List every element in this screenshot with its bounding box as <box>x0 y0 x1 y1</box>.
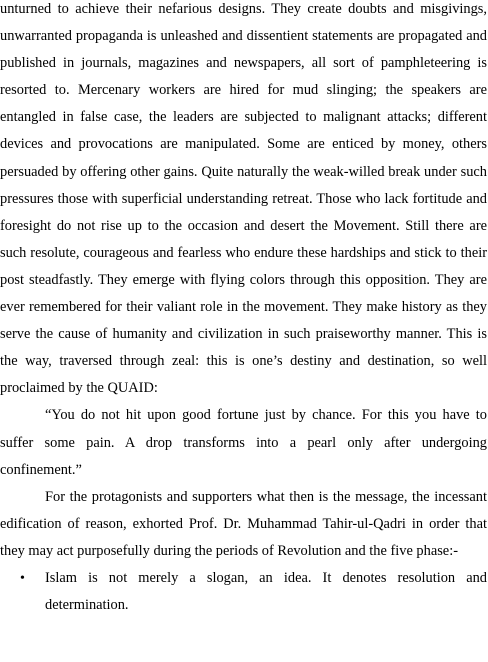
body-paragraph-3: For the protagonists and supporters what then is the message, the incessant edification of reason, exhorted Prof. Dr. Muhammad Tahir-ul-Qadri in order that they may act purposefully during the periods of Revolution and the five phase:- <box>0 488 487 559</box>
list-item <box>0 565 487 619</box>
bullet-text: Islam is not merely a slogan, an idea. It denotes resolution and determination. <box>45 569 487 614</box>
bullet-icon: • <box>20 570 25 586</box>
quote-paragraph: “You do not hit upon good fortune just by chance. For this you have to suffer some pain. A drop transforms into a pearl only after undergoing confinement.” <box>0 407 487 478</box>
bullet-list <box>0 565 487 619</box>
body-paragraph-1: unturned to achieve their nefarious designs. They create doubts and misgivings, unwarranted propaganda is unleashed and dissentient statements are propagated and published in journals, magazines and newspapers, all sort of pamphleteering is resorted to. Mercenary workers are hired for mud slinging; the speakers are entangled in false case, the leaders are subjected to malignant attacks; different devices and provocations are manipulated. Some are enticed by money, others persuaded by offering other gains. Quite naturally the weak-willed break under such pressures those with superficial understanding retreat. Those who lack fortitude and foresight do not rise up to the occasion and desert the Movement. Still there are such resolute, courageous and fearless who endure these hardships and stick to their post steadfastly. They emerge with flying colors through this opposition. They are ever remembered for their valiant role in the movement. They make history as they serve the cause of humanity and civilization in such praiseworthy manner. This is the way, traversed through zeal: this is one’s destiny and destination, so well proclaimed by the QUAID: <box>0 1 487 397</box>
